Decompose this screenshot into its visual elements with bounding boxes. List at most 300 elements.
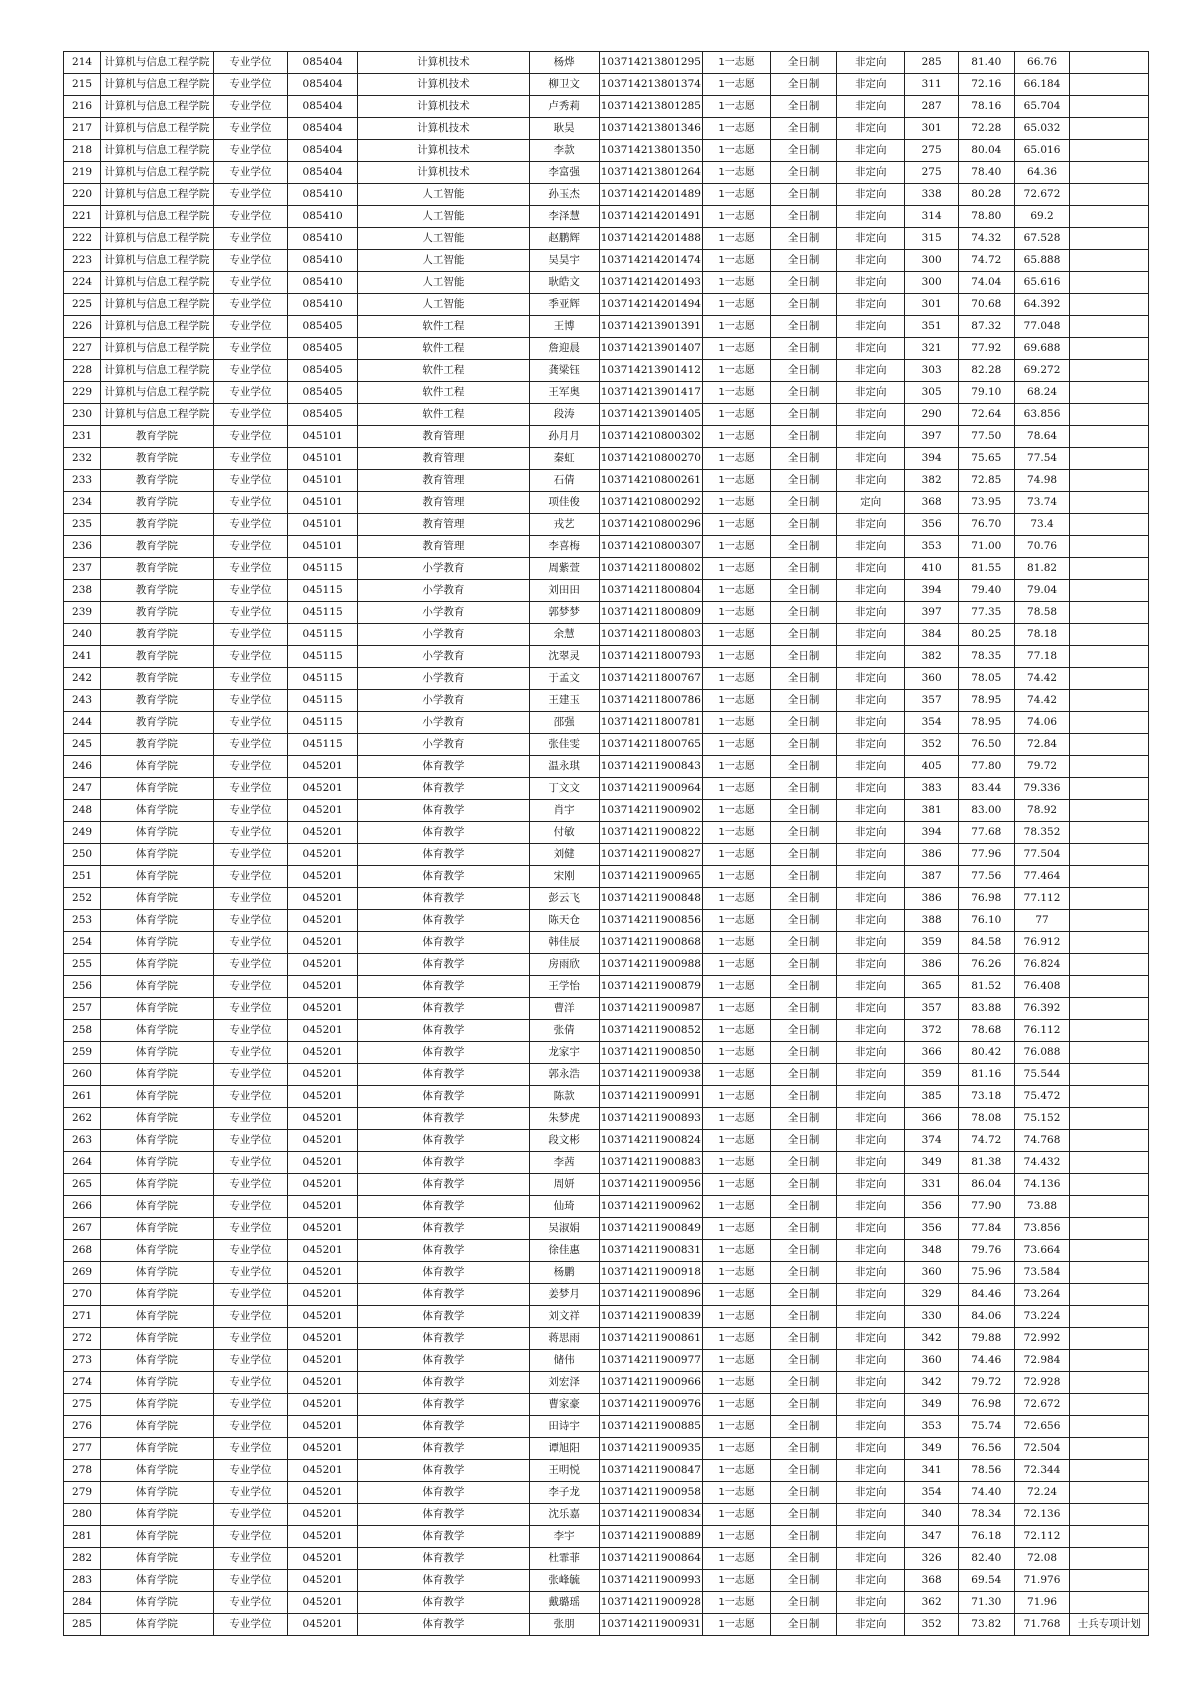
exam-id-cell: 103714213901417 <box>599 382 702 404</box>
wish-cell: 1一志愿 <box>702 602 770 624</box>
major-code-cell: 045101 <box>288 470 358 492</box>
wish-cell: 1一志愿 <box>702 1196 770 1218</box>
total-score-cell: 72.672 <box>1014 184 1070 206</box>
table-row <box>64 228 1149 250</box>
major-code-cell: 045201 <box>288 1416 358 1438</box>
retest-score-cell: 75.96 <box>958 1262 1014 1284</box>
table-row <box>64 602 1149 624</box>
study-mode-cell: 全日制 <box>771 74 837 96</box>
total-score-cell: 73.264 <box>1014 1284 1070 1306</box>
row-number: 273 <box>64 1350 101 1372</box>
orientation-cell: 非定向 <box>837 1284 905 1306</box>
orientation-cell: 非定向 <box>837 118 905 140</box>
college-cell: 计算机与信息工程学院 <box>101 162 214 184</box>
table-row <box>64 1086 1149 1108</box>
row-number: 260 <box>64 1064 101 1086</box>
orientation-cell: 非定向 <box>837 206 905 228</box>
retest-score-cell: 77.68 <box>958 822 1014 844</box>
retest-score-cell: 79.88 <box>958 1328 1014 1350</box>
student-name-cell: 赵鹏辉 <box>529 228 599 250</box>
college-cell: 体育学院 <box>101 1174 214 1196</box>
study-mode-cell: 全日制 <box>771 184 837 206</box>
total-score-cell: 73.4 <box>1014 514 1070 536</box>
major-name-cell: 小学教育 <box>358 668 529 690</box>
orientation-cell: 非定向 <box>837 1042 905 1064</box>
major-name-cell: 计算机技术 <box>358 118 529 140</box>
student-name-cell: 韩佳辰 <box>529 932 599 954</box>
orientation-cell: 非定向 <box>837 1438 905 1460</box>
college-cell: 计算机与信息工程学院 <box>101 52 214 74</box>
major-name-cell: 人工智能 <box>358 228 529 250</box>
row-number: 240 <box>64 624 101 646</box>
wish-cell: 1一志愿 <box>702 910 770 932</box>
total-score-cell: 69.272 <box>1014 360 1070 382</box>
retest-score-cell: 73.95 <box>958 492 1014 514</box>
degree-type-cell: 专业学位 <box>213 426 287 448</box>
retest-score-cell: 83.00 <box>958 800 1014 822</box>
major-code-cell: 045201 <box>288 1482 358 1504</box>
note-cell <box>1070 272 1149 294</box>
exam-score-cell: 397 <box>905 602 959 624</box>
retest-score-cell: 81.16 <box>958 1064 1014 1086</box>
orientation-cell: 非定向 <box>837 998 905 1020</box>
row-number: 228 <box>64 360 101 382</box>
orientation-cell: 非定向 <box>837 1218 905 1240</box>
degree-type-cell: 专业学位 <box>213 1108 287 1130</box>
exam-id-cell: 103714214201474 <box>599 250 702 272</box>
student-name-cell: 曹家豪 <box>529 1394 599 1416</box>
college-cell: 体育学院 <box>101 998 214 1020</box>
wish-cell: 1一志愿 <box>702 316 770 338</box>
wish-cell: 1一志愿 <box>702 1592 770 1614</box>
major-name-cell: 体育教学 <box>358 800 529 822</box>
degree-type-cell: 专业学位 <box>213 1372 287 1394</box>
row-number: 242 <box>64 668 101 690</box>
study-mode-cell: 全日制 <box>771 1328 837 1350</box>
wish-cell: 1一志愿 <box>702 822 770 844</box>
total-score-cell: 64.36 <box>1014 162 1070 184</box>
wish-cell: 1一志愿 <box>702 404 770 426</box>
table-row <box>64 52 1149 74</box>
major-code-cell: 045201 <box>288 1152 358 1174</box>
major-name-cell: 体育教学 <box>358 1086 529 1108</box>
student-name-cell: 张峰毓 <box>529 1570 599 1592</box>
major-name-cell: 软件工程 <box>358 360 529 382</box>
row-number: 283 <box>64 1570 101 1592</box>
wish-cell: 1一志愿 <box>702 1570 770 1592</box>
study-mode-cell: 全日制 <box>771 338 837 360</box>
orientation-cell: 非定向 <box>837 800 905 822</box>
orientation-cell: 非定向 <box>837 1152 905 1174</box>
exam-score-cell: 365 <box>905 976 959 998</box>
row-number: 275 <box>64 1394 101 1416</box>
retest-score-cell: 72.85 <box>958 470 1014 492</box>
exam-id-cell: 103714214201493 <box>599 272 702 294</box>
retest-score-cell: 72.28 <box>958 118 1014 140</box>
total-score-cell: 72.504 <box>1014 1438 1070 1460</box>
major-code-cell: 045201 <box>288 888 358 910</box>
row-number: 261 <box>64 1086 101 1108</box>
student-name-cell: 李泽慧 <box>529 206 599 228</box>
major-code-cell: 045201 <box>288 756 358 778</box>
exam-id-cell: 103714211900935 <box>599 1438 702 1460</box>
row-number: 243 <box>64 690 101 712</box>
major-name-cell: 小学教育 <box>358 580 529 602</box>
exam-id-cell: 103714211900850 <box>599 1042 702 1064</box>
row-number: 233 <box>64 470 101 492</box>
total-score-cell: 78.64 <box>1014 426 1070 448</box>
note-cell <box>1070 250 1149 272</box>
total-score-cell: 75.152 <box>1014 1108 1070 1130</box>
row-number: 238 <box>64 580 101 602</box>
orientation-cell: 非定向 <box>837 668 905 690</box>
exam-id-cell: 103714211900856 <box>599 910 702 932</box>
wish-cell: 1一志愿 <box>702 1526 770 1548</box>
degree-type-cell: 专业学位 <box>213 1042 287 1064</box>
retest-score-cell: 84.58 <box>958 932 1014 954</box>
major-code-cell: 045101 <box>288 426 358 448</box>
table-row <box>64 1548 1149 1570</box>
total-score-cell: 67.528 <box>1014 228 1070 250</box>
study-mode-cell: 全日制 <box>771 1174 837 1196</box>
major-code-cell: 045201 <box>288 1262 358 1284</box>
wish-cell: 1一志愿 <box>702 426 770 448</box>
table-row <box>64 822 1149 844</box>
exam-score-cell: 382 <box>905 470 959 492</box>
study-mode-cell: 全日制 <box>771 932 837 954</box>
wish-cell: 1一志愿 <box>702 272 770 294</box>
student-name-cell: 李茜 <box>529 1152 599 1174</box>
total-score-cell: 81.82 <box>1014 558 1070 580</box>
exam-id-cell: 103714211900976 <box>599 1394 702 1416</box>
table-row <box>64 250 1149 272</box>
table-row <box>64 118 1149 140</box>
wish-cell: 1一志愿 <box>702 844 770 866</box>
orientation-cell: 非定向 <box>837 316 905 338</box>
exam-id-cell: 103714214201491 <box>599 206 702 228</box>
college-cell: 体育学院 <box>101 1416 214 1438</box>
exam-score-cell: 338 <box>905 184 959 206</box>
study-mode-cell: 全日制 <box>771 778 837 800</box>
exam-id-cell: 103714211900848 <box>599 888 702 910</box>
degree-type-cell: 专业学位 <box>213 184 287 206</box>
note-cell <box>1070 536 1149 558</box>
student-name-cell: 陈天仓 <box>529 910 599 932</box>
study-mode-cell: 全日制 <box>771 1262 837 1284</box>
wish-cell: 1一志愿 <box>702 140 770 162</box>
note-cell <box>1070 514 1149 536</box>
student-name-cell: 李喜梅 <box>529 536 599 558</box>
degree-type-cell: 专业学位 <box>213 1306 287 1328</box>
wish-cell: 1一志愿 <box>702 118 770 140</box>
degree-type-cell: 专业学位 <box>213 1020 287 1042</box>
total-score-cell: 76.912 <box>1014 932 1070 954</box>
wish-cell: 1一志愿 <box>702 1416 770 1438</box>
student-name-cell: 石倩 <box>529 470 599 492</box>
college-cell: 体育学院 <box>101 1592 214 1614</box>
orientation-cell: 非定向 <box>837 1570 905 1592</box>
wish-cell: 1一志愿 <box>702 360 770 382</box>
table-row <box>64 558 1149 580</box>
student-name-cell: 王建玉 <box>529 690 599 712</box>
degree-type-cell: 专业学位 <box>213 206 287 228</box>
major-name-cell: 教育管理 <box>358 492 529 514</box>
note-cell <box>1070 602 1149 624</box>
student-name-cell: 付敏 <box>529 822 599 844</box>
student-name-cell: 储伟 <box>529 1350 599 1372</box>
major-code-cell: 085410 <box>288 294 358 316</box>
total-score-cell: 78.58 <box>1014 602 1070 624</box>
major-name-cell: 体育教学 <box>358 1130 529 1152</box>
college-cell: 计算机与信息工程学院 <box>101 74 214 96</box>
orientation-cell: 非定向 <box>837 1482 905 1504</box>
exam-id-cell: 103714213801374 <box>599 74 702 96</box>
total-score-cell: 66.184 <box>1014 74 1070 96</box>
exam-id-cell: 103714214201489 <box>599 184 702 206</box>
retest-score-cell: 81.55 <box>958 558 1014 580</box>
major-code-cell: 045201 <box>288 1394 358 1416</box>
major-code-cell: 045201 <box>288 1196 358 1218</box>
table-row <box>64 536 1149 558</box>
note-cell <box>1070 1108 1149 1130</box>
study-mode-cell: 全日制 <box>771 1350 837 1372</box>
table-row <box>64 1482 1149 1504</box>
exam-score-cell: 305 <box>905 382 959 404</box>
orientation-cell: 非定向 <box>837 866 905 888</box>
degree-type-cell: 专业学位 <box>213 800 287 822</box>
college-cell: 体育学院 <box>101 822 214 844</box>
row-number: 234 <box>64 492 101 514</box>
exam-score-cell: 330 <box>905 1306 959 1328</box>
college-cell: 体育学院 <box>101 1196 214 1218</box>
student-name-cell: 仙琦 <box>529 1196 599 1218</box>
row-number: 281 <box>64 1526 101 1548</box>
student-name-cell: 郭永浩 <box>529 1064 599 1086</box>
student-name-cell: 朱梦虎 <box>529 1108 599 1130</box>
major-code-cell: 045201 <box>288 800 358 822</box>
total-score-cell: 65.888 <box>1014 250 1070 272</box>
table-row <box>64 316 1149 338</box>
total-score-cell: 76.392 <box>1014 998 1070 1020</box>
major-name-cell: 教育管理 <box>358 448 529 470</box>
wish-cell: 1一志愿 <box>702 1152 770 1174</box>
row-number: 241 <box>64 646 101 668</box>
major-code-cell: 045201 <box>288 1306 358 1328</box>
college-cell: 计算机与信息工程学院 <box>101 96 214 118</box>
exam-score-cell: 287 <box>905 96 959 118</box>
note-cell <box>1070 360 1149 382</box>
wish-cell: 1一志愿 <box>702 800 770 822</box>
total-score-cell: 72.136 <box>1014 1504 1070 1526</box>
exam-id-cell: 103714211900977 <box>599 1350 702 1372</box>
retest-score-cell: 76.98 <box>958 888 1014 910</box>
note-cell <box>1070 1438 1149 1460</box>
orientation-cell: 非定向 <box>837 1328 905 1350</box>
major-code-cell: 045201 <box>288 1548 358 1570</box>
total-score-cell: 79.72 <box>1014 756 1070 778</box>
note-cell <box>1070 734 1149 756</box>
row-number: 267 <box>64 1218 101 1240</box>
wish-cell: 1一志愿 <box>702 250 770 272</box>
retest-score-cell: 74.46 <box>958 1350 1014 1372</box>
major-code-cell: 045115 <box>288 558 358 580</box>
college-cell: 体育学院 <box>101 1372 214 1394</box>
college-cell: 教育学院 <box>101 668 214 690</box>
major-code-cell: 045115 <box>288 690 358 712</box>
row-number: 278 <box>64 1460 101 1482</box>
table-row <box>64 492 1149 514</box>
orientation-cell: 非定向 <box>837 1592 905 1614</box>
row-number: 223 <box>64 250 101 272</box>
major-code-cell: 045115 <box>288 712 358 734</box>
student-name-cell: 王学怡 <box>529 976 599 998</box>
major-name-cell: 体育教学 <box>358 1042 529 1064</box>
exam-id-cell: 103714213901391 <box>599 316 702 338</box>
college-cell: 计算机与信息工程学院 <box>101 360 214 382</box>
major-name-cell: 人工智能 <box>358 184 529 206</box>
retest-score-cell: 82.40 <box>958 1548 1014 1570</box>
college-cell: 教育学院 <box>101 426 214 448</box>
total-score-cell: 76.088 <box>1014 1042 1070 1064</box>
study-mode-cell: 全日制 <box>771 1482 837 1504</box>
college-cell: 体育学院 <box>101 1460 214 1482</box>
retest-score-cell: 76.98 <box>958 1394 1014 1416</box>
student-name-cell: 季亚辉 <box>529 294 599 316</box>
major-code-cell: 045201 <box>288 976 358 998</box>
exam-score-cell: 351 <box>905 316 959 338</box>
exam-id-cell: 103714211800804 <box>599 580 702 602</box>
retest-score-cell: 83.44 <box>958 778 1014 800</box>
student-name-cell: 张佳雯 <box>529 734 599 756</box>
major-code-cell: 045201 <box>288 1526 358 1548</box>
study-mode-cell: 全日制 <box>771 712 837 734</box>
major-name-cell: 体育教学 <box>358 1240 529 1262</box>
table-row <box>64 932 1149 954</box>
degree-type-cell: 专业学位 <box>213 734 287 756</box>
major-name-cell: 计算机技术 <box>358 140 529 162</box>
exam-score-cell: 410 <box>905 558 959 580</box>
major-code-cell: 045201 <box>288 1284 358 1306</box>
exam-id-cell: 103714211900879 <box>599 976 702 998</box>
major-name-cell: 体育教学 <box>358 1504 529 1526</box>
student-name-cell: 吴昊宇 <box>529 250 599 272</box>
row-number: 218 <box>64 140 101 162</box>
table-row <box>64 470 1149 492</box>
exam-id-cell: 103714211900956 <box>599 1174 702 1196</box>
exam-score-cell: 397 <box>905 426 959 448</box>
table-row <box>64 1262 1149 1284</box>
total-score-cell: 79.04 <box>1014 580 1070 602</box>
row-number: 215 <box>64 74 101 96</box>
major-name-cell: 小学教育 <box>358 558 529 580</box>
study-mode-cell: 全日制 <box>771 250 837 272</box>
major-name-cell: 体育教学 <box>358 1482 529 1504</box>
exam-score-cell: 342 <box>905 1328 959 1350</box>
retest-score-cell: 78.08 <box>958 1108 1014 1130</box>
degree-type-cell: 专业学位 <box>213 1086 287 1108</box>
study-mode-cell: 全日制 <box>771 294 837 316</box>
row-number: 224 <box>64 272 101 294</box>
major-name-cell: 人工智能 <box>358 294 529 316</box>
retest-score-cell: 70.68 <box>958 294 1014 316</box>
table-row <box>64 96 1149 118</box>
total-score-cell: 71.96 <box>1014 1592 1070 1614</box>
exam-score-cell: 372 <box>905 1020 959 1042</box>
note-cell <box>1070 844 1149 866</box>
exam-id-cell: 103714213801285 <box>599 96 702 118</box>
retest-score-cell: 78.34 <box>958 1504 1014 1526</box>
note-cell <box>1070 910 1149 932</box>
study-mode-cell: 全日制 <box>771 1570 837 1592</box>
exam-score-cell: 301 <box>905 294 959 316</box>
row-number: 265 <box>64 1174 101 1196</box>
major-code-cell: 045201 <box>288 1460 358 1482</box>
retest-score-cell: 87.32 <box>958 316 1014 338</box>
study-mode-cell: 全日制 <box>771 1394 837 1416</box>
exam-id-cell: 103714213901412 <box>599 360 702 382</box>
major-code-cell: 045201 <box>288 1592 358 1614</box>
student-name-cell: 张倩 <box>529 1020 599 1042</box>
retest-score-cell: 80.28 <box>958 184 1014 206</box>
exam-score-cell: 366 <box>905 1042 959 1064</box>
major-code-cell: 085405 <box>288 338 358 360</box>
wish-cell: 1一志愿 <box>702 162 770 184</box>
college-cell: 体育学院 <box>101 1262 214 1284</box>
retest-score-cell: 74.72 <box>958 250 1014 272</box>
total-score-cell: 73.664 <box>1014 1240 1070 1262</box>
total-score-cell: 78.92 <box>1014 800 1070 822</box>
exam-id-cell: 103714211900988 <box>599 954 702 976</box>
student-name-cell: 周妍 <box>529 1174 599 1196</box>
exam-score-cell: 353 <box>905 536 959 558</box>
study-mode-cell: 全日制 <box>771 1306 837 1328</box>
study-mode-cell: 全日制 <box>771 1526 837 1548</box>
major-code-cell: 085404 <box>288 140 358 162</box>
total-score-cell: 72.992 <box>1014 1328 1070 1350</box>
major-name-cell: 体育教学 <box>358 844 529 866</box>
exam-id-cell: 103714211800809 <box>599 602 702 624</box>
exam-score-cell: 300 <box>905 250 959 272</box>
degree-type-cell: 专业学位 <box>213 668 287 690</box>
degree-type-cell: 专业学位 <box>213 822 287 844</box>
table-row <box>64 844 1149 866</box>
study-mode-cell: 全日制 <box>771 1592 837 1614</box>
retest-score-cell: 81.40 <box>958 52 1014 74</box>
study-mode-cell: 全日制 <box>771 1196 837 1218</box>
major-code-cell: 045201 <box>288 1614 358 1636</box>
college-cell: 计算机与信息工程学院 <box>101 316 214 338</box>
table-row <box>64 338 1149 360</box>
orientation-cell: 非定向 <box>837 1526 905 1548</box>
degree-type-cell: 专业学位 <box>213 1526 287 1548</box>
degree-type-cell: 专业学位 <box>213 1416 287 1438</box>
note-cell <box>1070 800 1149 822</box>
note-cell <box>1070 52 1149 74</box>
study-mode-cell: 全日制 <box>771 646 837 668</box>
table-row <box>64 360 1149 382</box>
wish-cell: 1一志愿 <box>702 338 770 360</box>
exam-id-cell: 103714211900993 <box>599 1570 702 1592</box>
exam-score-cell: 300 <box>905 272 959 294</box>
orientation-cell: 非定向 <box>837 272 905 294</box>
major-code-cell: 045201 <box>288 1570 358 1592</box>
wish-cell: 1一志愿 <box>702 1460 770 1482</box>
total-score-cell: 64.392 <box>1014 294 1070 316</box>
major-code-cell: 045201 <box>288 1108 358 1130</box>
major-name-cell: 体育教学 <box>358 1306 529 1328</box>
college-cell: 计算机与信息工程学院 <box>101 294 214 316</box>
table-row <box>64 1350 1149 1372</box>
